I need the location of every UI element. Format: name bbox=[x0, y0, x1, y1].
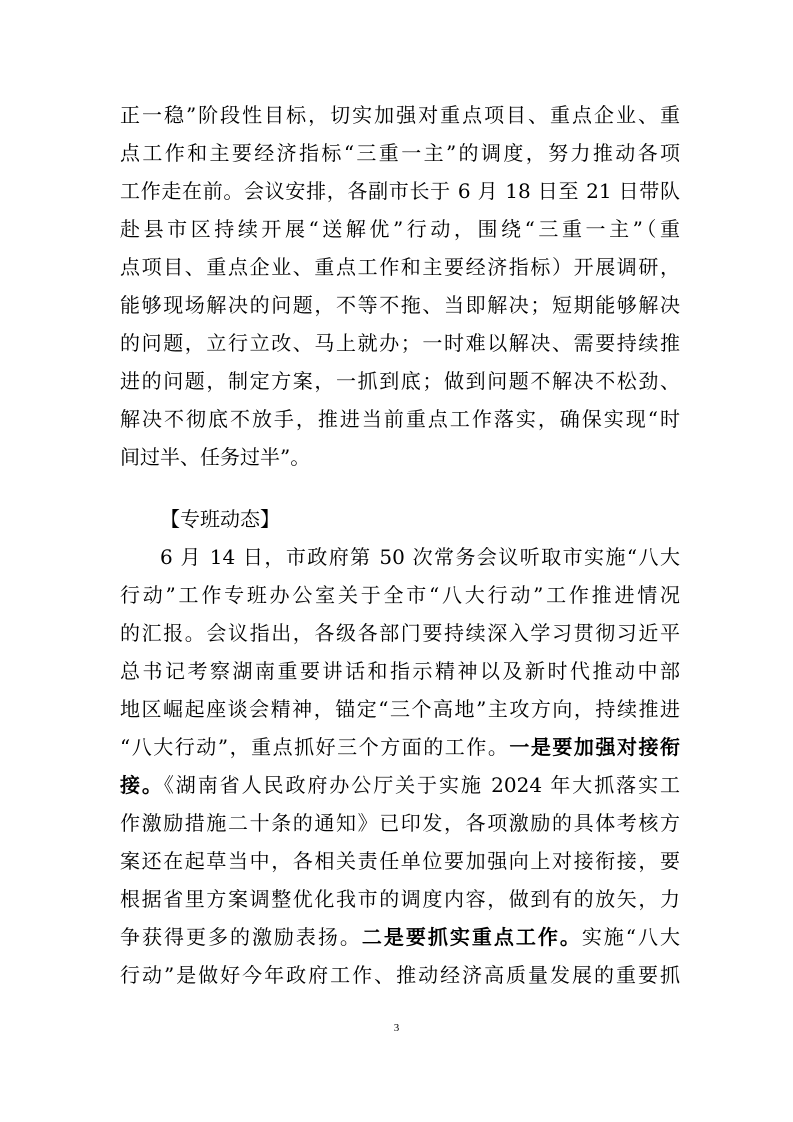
text-line bbox=[120, 728, 680, 766]
text-segment: 《湖南省人民政府办公厅关于实施 2024 年大抓落实工 bbox=[163, 773, 680, 797]
bold-emphasis: 二是要抓实重点工作。 bbox=[361, 925, 582, 949]
text-line: 解决不彻底不放手，推进当前重点工作落实，确保实现“时 bbox=[120, 407, 680, 431]
text-segment: 争获得更多的激励表扬。 bbox=[120, 925, 362, 949]
text-line: 作激励措施二十条的通知》已印发，各项激励的具体考核方 bbox=[120, 811, 680, 835]
section-heading: 【专班动态】 bbox=[160, 507, 280, 531]
text-line: 间过半、任务过半”。 bbox=[120, 445, 311, 469]
text-line: 点工作和主要经济指标“三重一主”的调度，努力推动各项 bbox=[120, 141, 680, 165]
text-line: 行动”工作专班办公室关于全市“八大行动”工作推进情况 bbox=[120, 583, 680, 607]
bold-emphasis: 接。 bbox=[120, 773, 164, 797]
text-line: 6 月 14 日，市政府第 50 次常务会议听取市实施“八大 bbox=[160, 545, 680, 569]
text-line: 点项目、重点企业、重点工作和主要经济指标）开展调研， bbox=[120, 255, 680, 279]
text-segment: “八大行动”，重点抓好三个方面的工作。 bbox=[120, 735, 510, 759]
text-line: 总书记考察湖南重要讲话和指示精神以及新时代推动中部 bbox=[120, 659, 680, 683]
text-line: 行动”是做好今年政府工作、推动经济高质量发展的重要抓 bbox=[120, 963, 680, 987]
text-line bbox=[120, 766, 680, 804]
text-line: 根据省里方案调整优化我市的调度内容，做到有的放矢，力 bbox=[120, 887, 680, 911]
text-line: 能够现场解决的问题，不等不拖、当即解决；短期能够解决 bbox=[120, 293, 680, 317]
text-line: 地区崛起座谈会精神，锚定“三个高地”主攻方向，持续推进 bbox=[120, 697, 680, 721]
text-segment: 实施“八大 bbox=[581, 925, 680, 949]
paragraph-spacer bbox=[120, 476, 680, 500]
text-line bbox=[120, 918, 680, 956]
text-line: 的问题，立行立改、马上就办；一时难以解决、需要持续推 bbox=[120, 331, 680, 355]
text-line: 工作走在前。会议安排，各副市长于 6 月 18 日至 21 日带队 bbox=[120, 179, 680, 203]
page-number: 3 bbox=[393, 1022, 400, 1034]
text-line: 进的问题，制定方案，一抓到底；做到问题不解决不松劲、 bbox=[120, 369, 680, 393]
text-line: 赴县市区持续开展“送解优”行动，围绕“三重一主”（重 bbox=[120, 217, 680, 241]
text-line: 案还在起草当中，各相关责任单位要加强向上对接衔接，要 bbox=[120, 849, 680, 873]
bold-emphasis: 一是要加强对接衔 bbox=[509, 735, 681, 759]
paragraph-deployment bbox=[120, 96, 680, 476]
text-line: 的汇报。会议指出，各级各部门要持续深入学习贯彻习近平 bbox=[120, 621, 680, 645]
paragraph-special-team bbox=[120, 538, 680, 994]
document-body bbox=[120, 96, 680, 994]
text-line: 正一稳”阶段性目标，切实加强对重点项目、重点企业、重 bbox=[120, 103, 680, 127]
